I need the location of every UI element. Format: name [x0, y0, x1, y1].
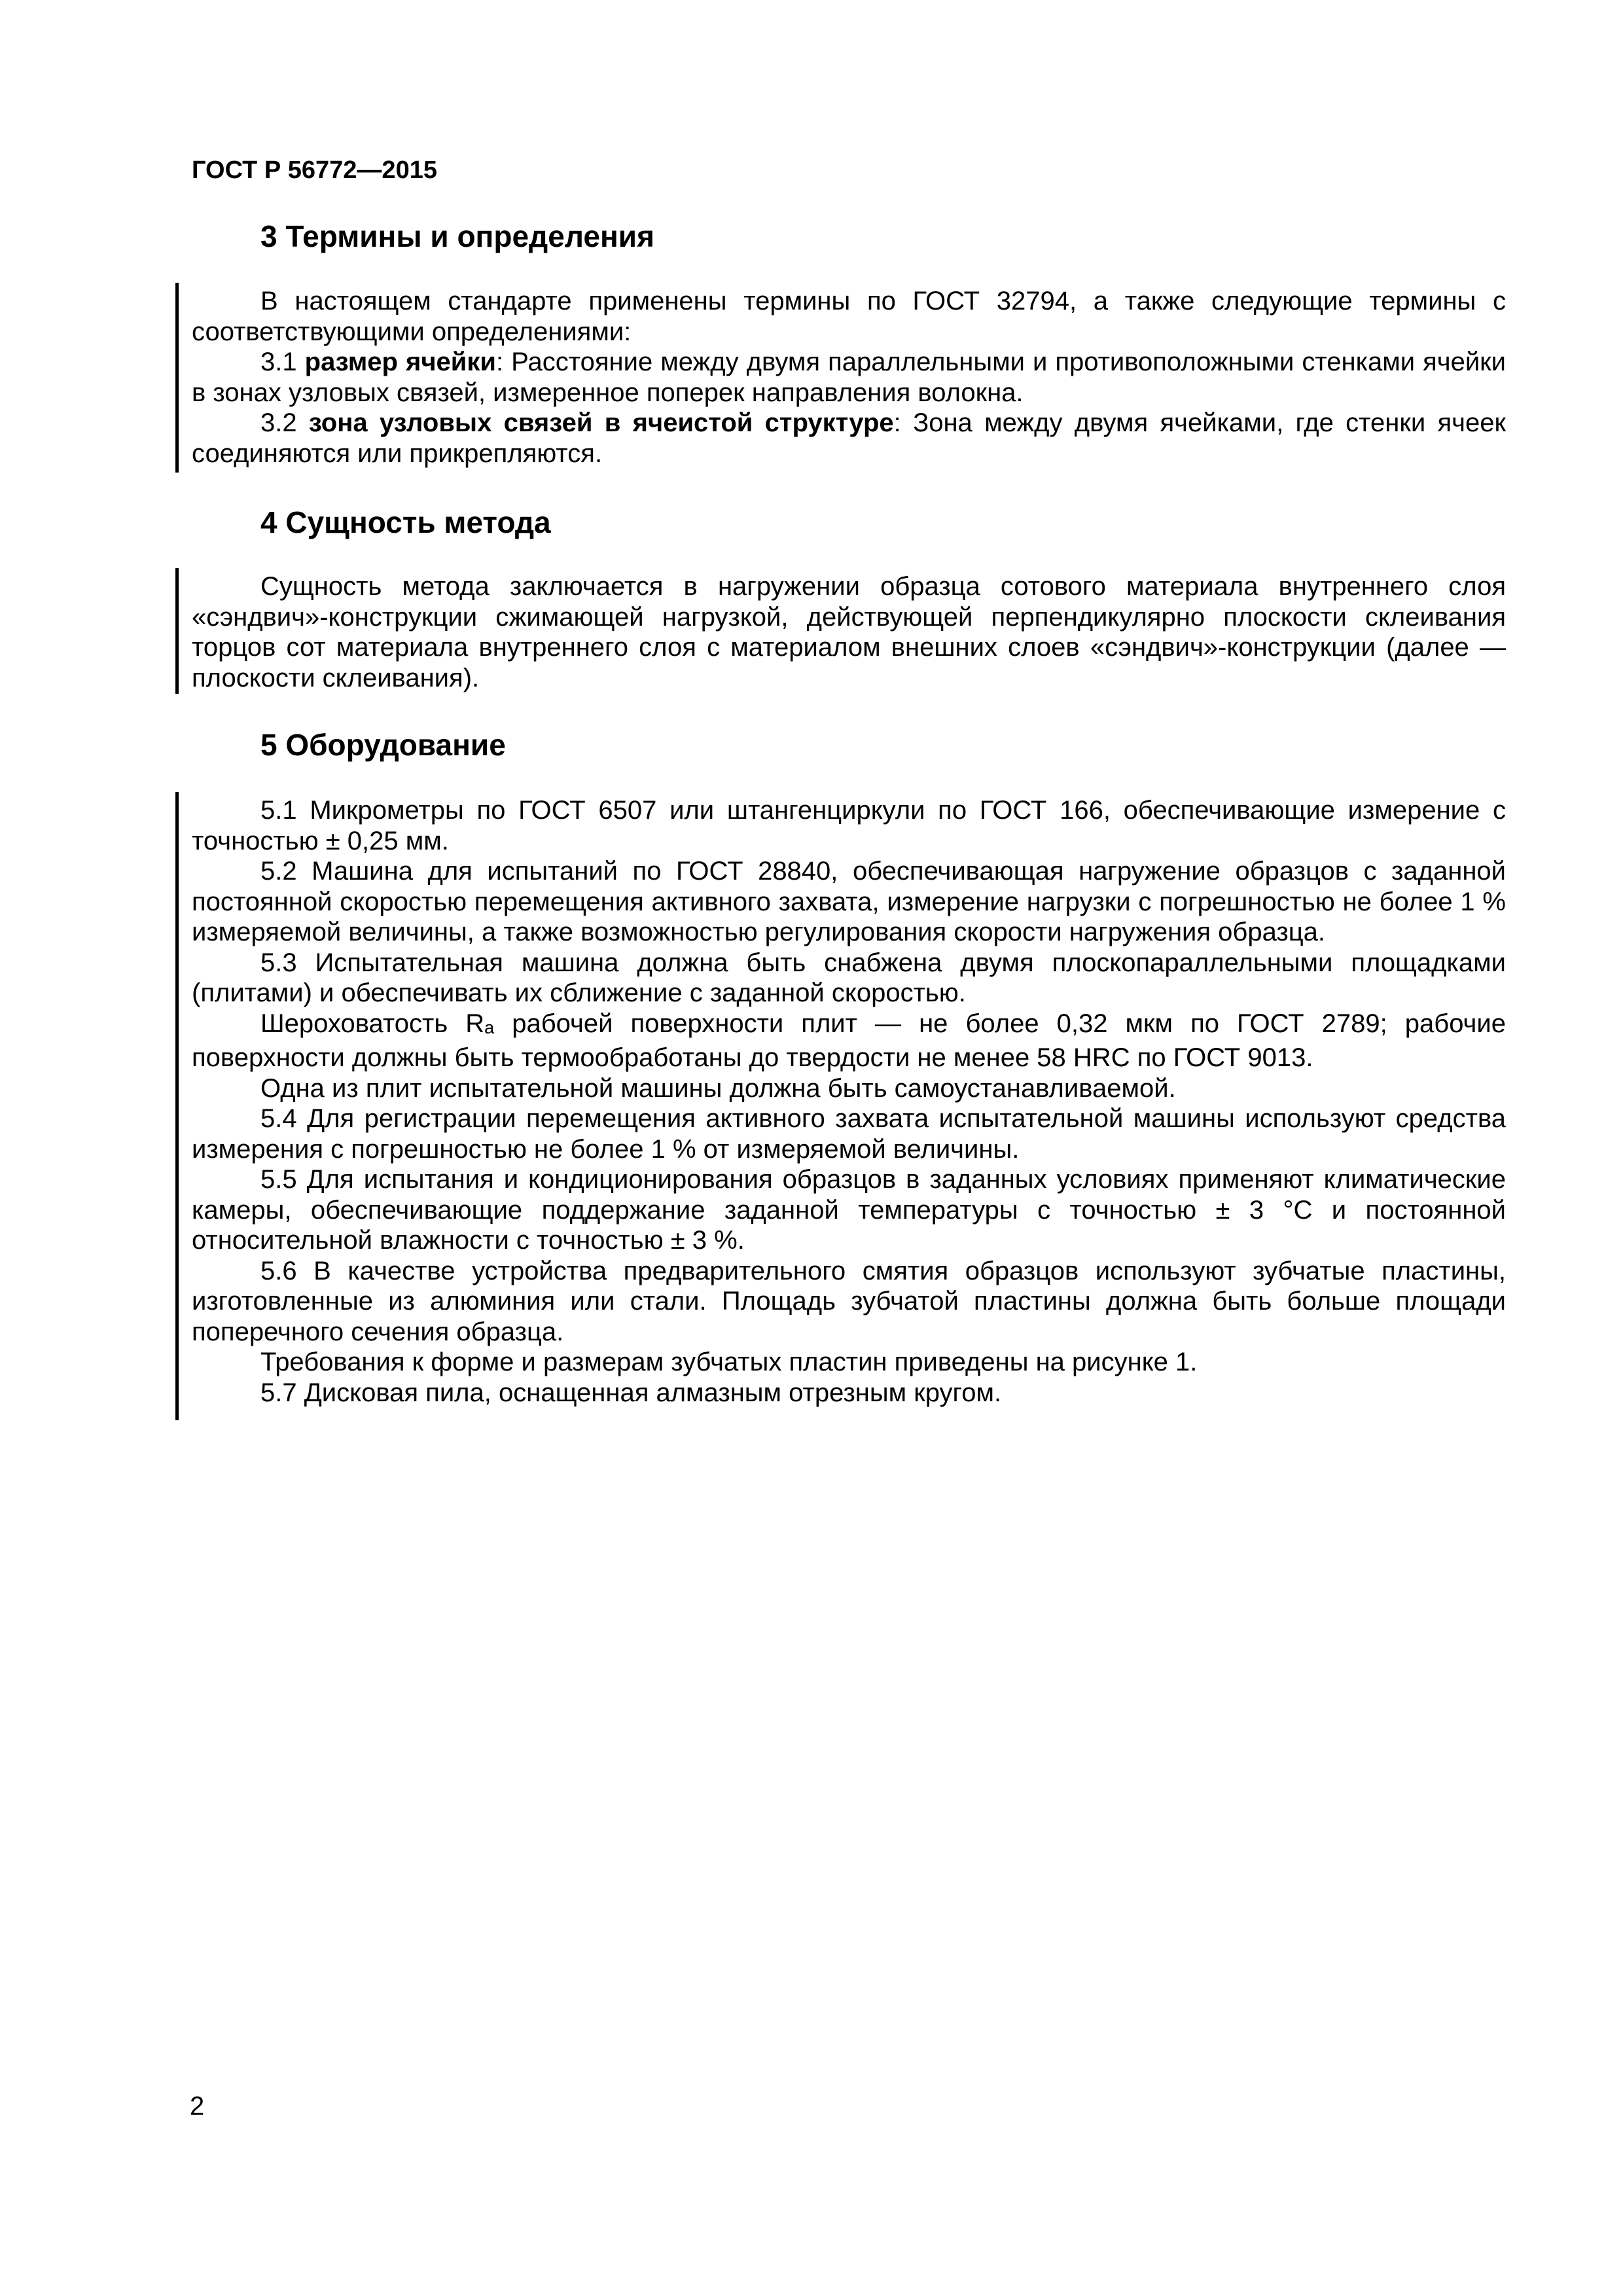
change-bar — [175, 792, 179, 1420]
clause-5-6-requirements: Требования к форме и размерам зубчатых пластин приведены на рисунке 1. — [260, 1348, 1198, 1376]
clause-5-3-plate: Одна из плит испытательной машины должна быть самоустанавливаемой. — [260, 1073, 1176, 1103]
clause-5-4: 5.4 Для регистрации перемещения активного захвата испытательной машины используют средства измерения с погрешностью не более 1 % от измеряемой величины. — [192, 1104, 1506, 1164]
change-bar — [175, 283, 179, 473]
term-3-1-term: размер ячейки — [304, 348, 496, 376]
roughness-subscript: a — [484, 1017, 495, 1037]
page-number: 2 — [190, 2092, 205, 2121]
section-5-body — [192, 795, 1506, 1408]
clause-5-5: 5.5 Для испытания и кондиционирования образцов в заданных условиях применяют климатические камеры, обеспечивающие поддержание заданной температуры с точностью ± 3 °С и постоянной относительной влажности с точностью ± 3 %. — [192, 1165, 1506, 1255]
term-3-1 — [192, 347, 1506, 408]
section-4-text: Сущность метода заключается в нагружении образца сотового материала внутреннего слоя «сэндвич»-конструкции сжимающей нагрузкой, действующей перпендикулярно плоскости склеивания торцов сот материала внутреннего слоя с материалом внешних слоев «сэндвич»-конструкции (далее — плоскости склеивания). — [192, 572, 1506, 692]
section-3-body — [192, 286, 1506, 469]
section-5-title: 5 Оборудование — [260, 728, 506, 762]
section-4-title: 4 Сущность метода — [260, 505, 551, 539]
clause-5-2: 5.2 Машина для испытаний по ГОСТ 28840, обеспечивающая нагружение образцов с заданной постоянной скоростью перемещения активного захвата, измерение нагрузки с погрешностью не более 1 % измеряемой величины, а также возможностью регулирования скорости нагружения образца. — [192, 857, 1506, 946]
clause-5-3-roughness — [192, 1009, 1506, 1073]
term-3-1-number: 3.1 — [260, 348, 305, 376]
roughness-label: Шероховатость R — [260, 1009, 485, 1038]
change-bar — [175, 568, 179, 694]
document-header: ГОСТ Р 56772—2015 — [192, 156, 437, 184]
clause-5-3: 5.3 Испытательная машина должна быть снабжена двумя плоскопараллельными площадками (плитами) и обеспечивать их сближение с заданной скоростью. — [192, 948, 1506, 1007]
term-3-2-definition: : Зона между двумя ячейками, где стенки ячеек соединяются или прикрепляются. — [192, 408, 1506, 468]
term-3-1-definition: : Расстояние между двумя параллельными и противоположными стенками ячейки в зонах узловых связей, измеренное поперек направления волокна. — [192, 348, 1507, 407]
roughness-text: рабочей поверхности плит — не более 0,32 мкм по ГОСТ 2789; рабочие поверхности должны быть термообработаны до твердости не менее 58 HRC по ГОСТ 9013. — [192, 1009, 1506, 1072]
term-3-2 — [192, 408, 1506, 469]
term-3-2-number: 3.2 — [260, 408, 309, 437]
section-4-body — [192, 571, 1506, 693]
clause-5-6: 5.6 В качестве устройства предварительного смятия образцов используют зубчатые пластины, изготовленные из алюминия или стали. Площадь зубчатой пластины должна быть больше площади поперечного сечения образца. — [192, 1256, 1506, 1346]
clause-5-7: 5.7 Дисковая пила, оснащенная алмазным отрезным кругом. — [260, 1378, 1002, 1407]
section-3-title: 3 Термины и определения — [260, 219, 654, 253]
section-3-intro: В настоящем стандарте применены термины по ГОСТ 32794, а также следующие термины с соответствующими определениями: — [192, 287, 1506, 346]
clause-5-1: 5.1 Микрометры по ГОСТ 6507 или штангенциркули по ГОСТ 166, обеспечивающие измерение с точностью ± 0,25 мм. — [192, 796, 1506, 855]
term-3-2-term: зона узловых связей в ячеистой структуре — [308, 408, 894, 437]
